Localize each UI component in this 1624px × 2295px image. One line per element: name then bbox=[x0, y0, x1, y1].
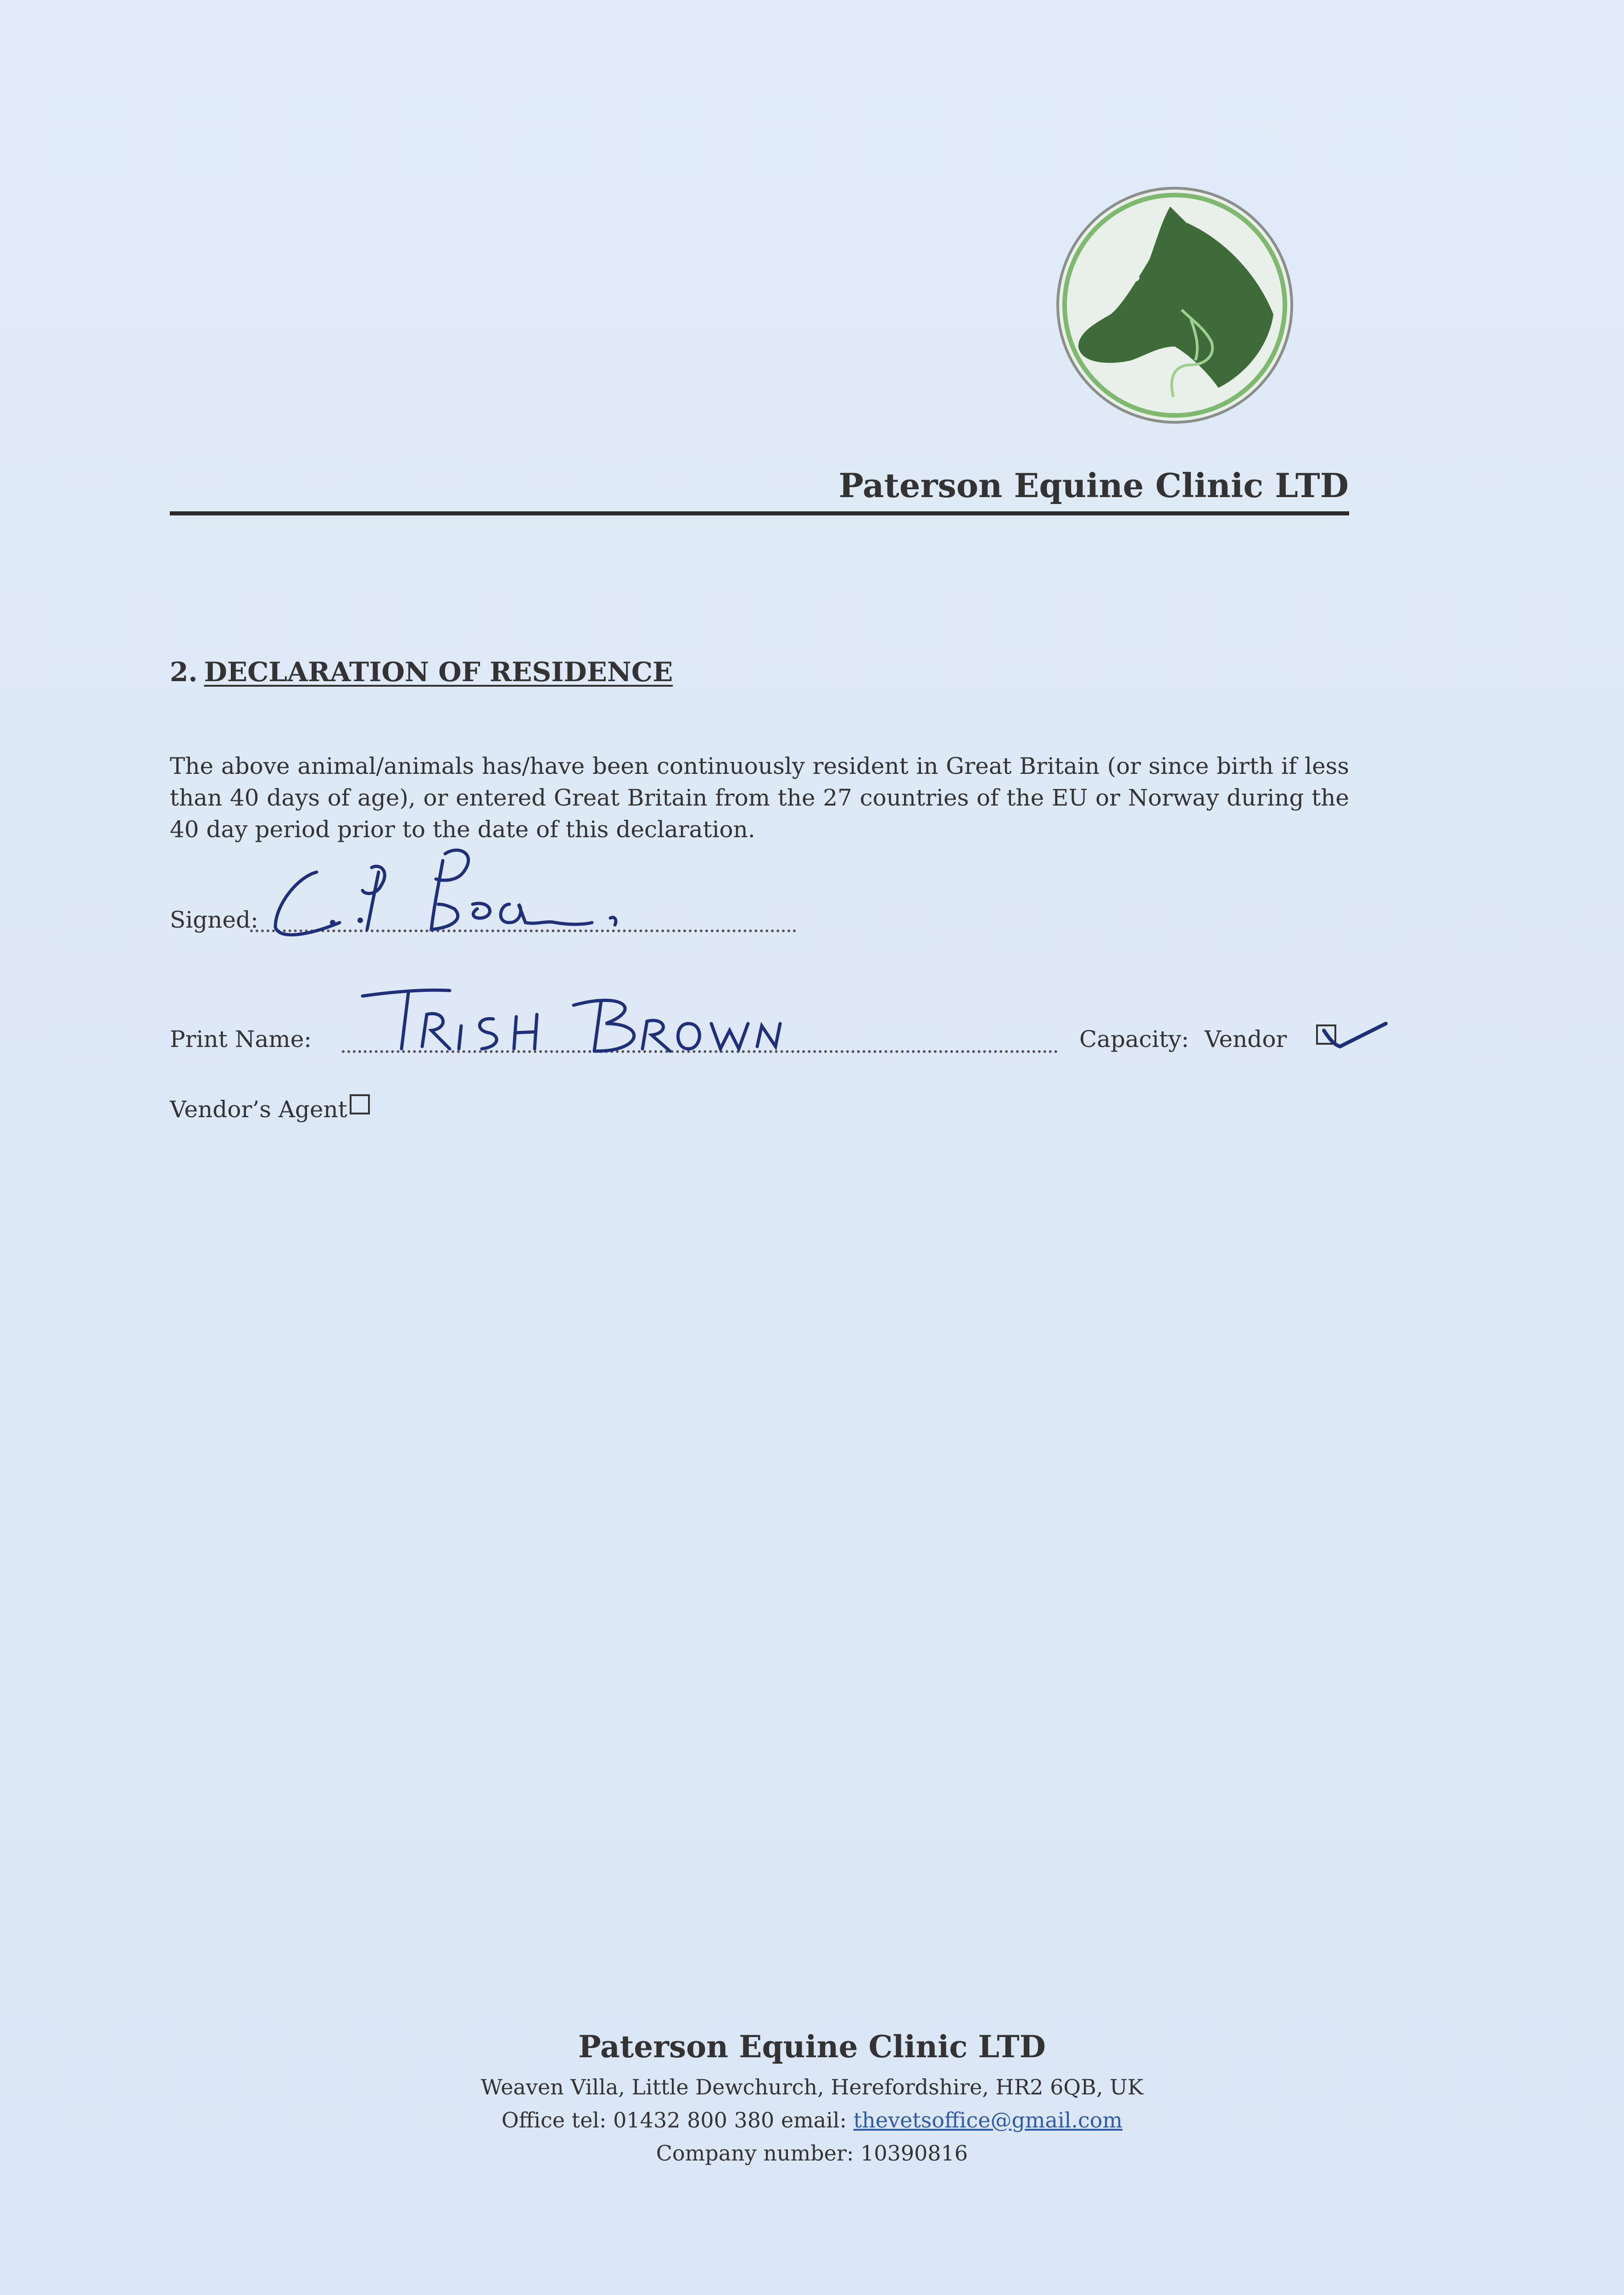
handwritten-signature bbox=[262, 835, 675, 946]
vendor-label: Vendor bbox=[1205, 1026, 1287, 1052]
section-title: DECLARATION OF RESIDENCE bbox=[204, 656, 673, 688]
declaration-paragraph: The above animal/animals has/have been continuously resident in Great Britain (or since birth if less than 40 days of age), or entered Great Britain from the 27 countries of the EU or Norway during the 40 day period prior to the date of this declaration. bbox=[170, 753, 1349, 843]
vendors-agent-label: Vendor’s Agent bbox=[170, 1096, 347, 1123]
footer-company-name: Paterson Equine Clinic LTD bbox=[578, 2029, 1046, 2065]
company-header-title: Paterson Equine Clinic LTD bbox=[838, 466, 1349, 505]
print-name-handwriting bbox=[358, 982, 808, 1065]
section-heading bbox=[170, 656, 673, 688]
print-name-value bbox=[358, 982, 808, 1065]
horse-head-logo-icon bbox=[1053, 181, 1296, 429]
vendors-agent-checkbox[interactable] bbox=[350, 1094, 370, 1114]
print-name-label: Print Name: bbox=[170, 1026, 312, 1052]
footer-contact bbox=[0, 2108, 1624, 2133]
capacity-label: Capacity: bbox=[1079, 1026, 1189, 1052]
footer-company-number: Company number: 10390816 bbox=[656, 2141, 968, 2166]
footer-address: Weaven Villa, Little Dewchurch, Herefordshire, HR2 6QB, UK bbox=[480, 2075, 1144, 2099]
footer-email-link[interactable]: thevetsoffice@gmail.com bbox=[853, 2108, 1123, 2133]
vendor-checkmark-icon bbox=[1312, 1010, 1390, 1060]
section-number: 2. bbox=[170, 656, 198, 688]
footer-office-tel: Office tel: 01432 800 380 email: bbox=[501, 2108, 854, 2133]
header-divider bbox=[170, 511, 1349, 515]
signed-label: Signed: bbox=[170, 907, 258, 933]
